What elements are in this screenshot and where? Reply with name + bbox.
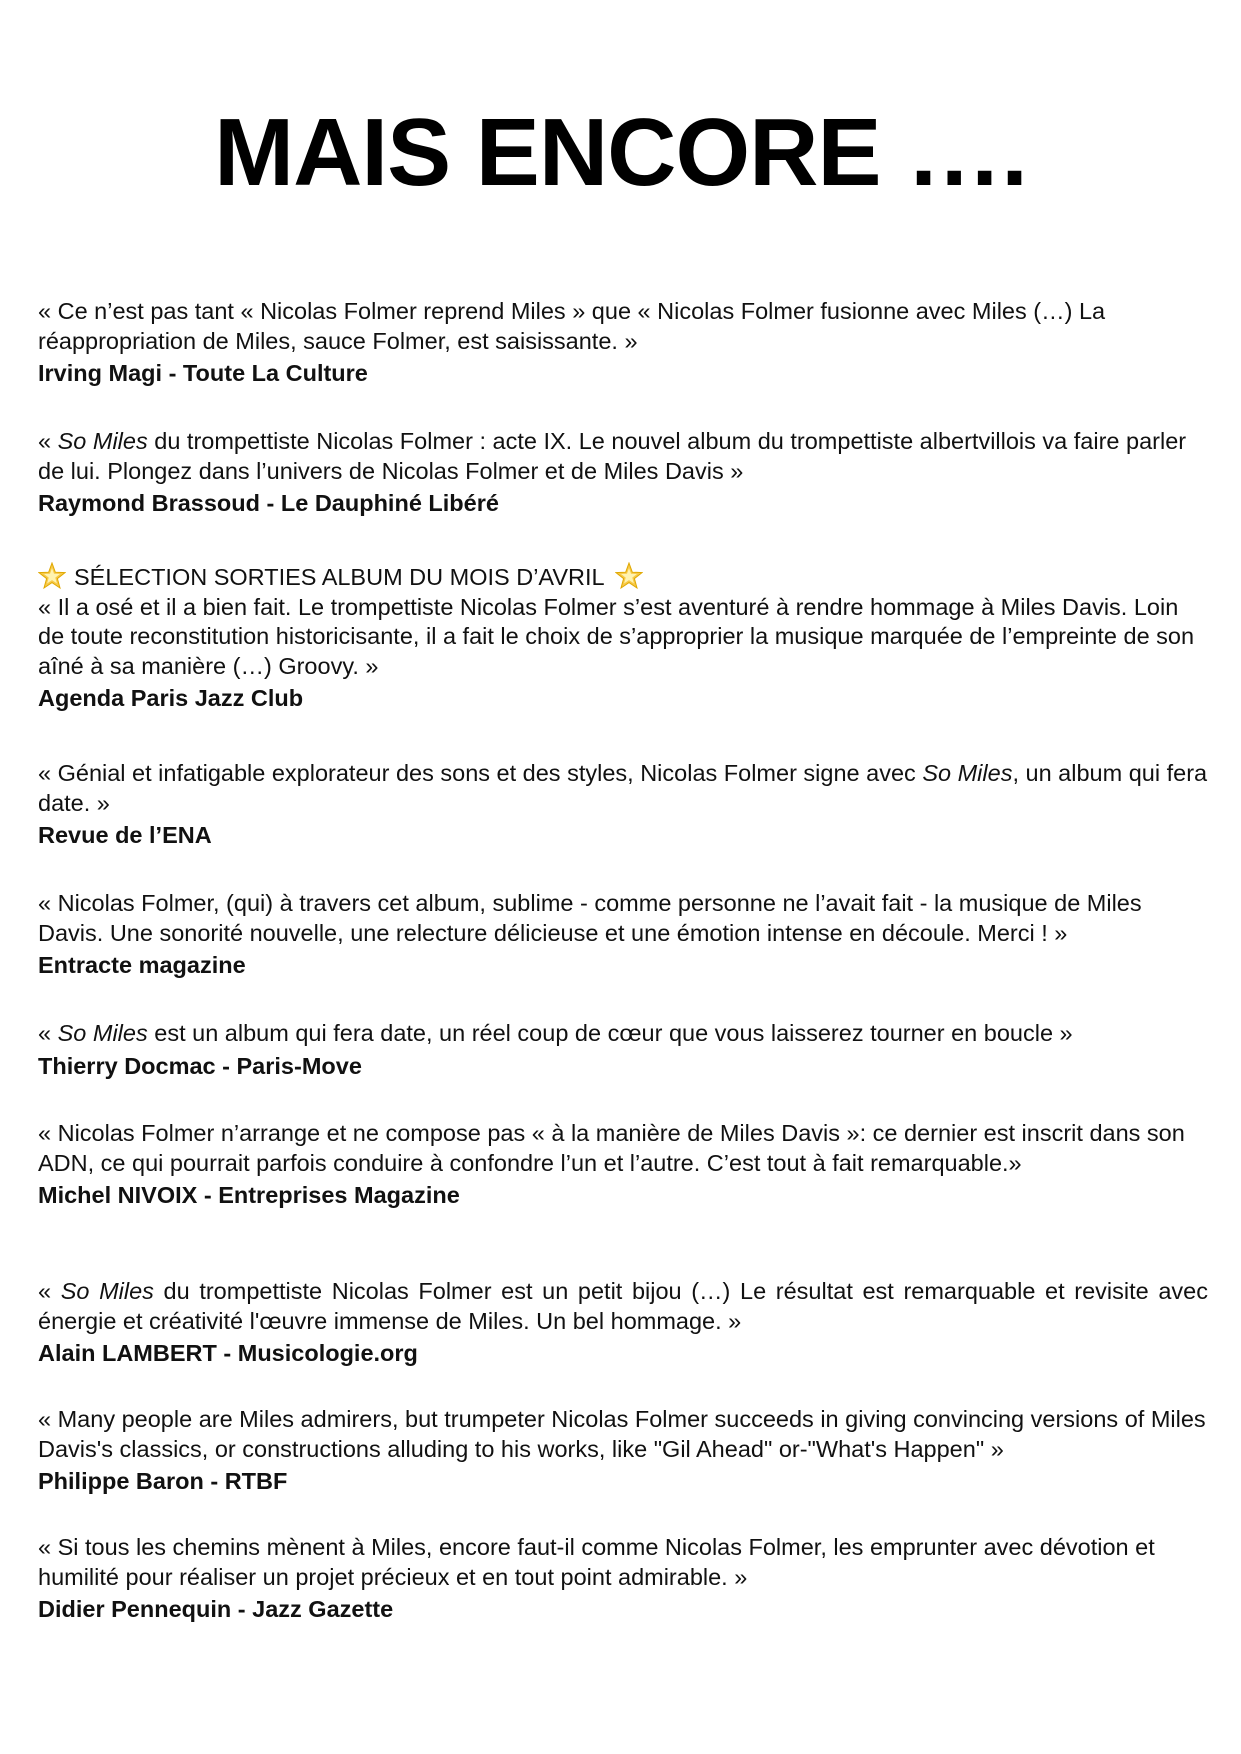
review-item bbox=[38, 759, 1208, 850]
review-quote: « So Miles est un album qui fera date, un réel coup de cœur que vous laisserez tourner en boucle » bbox=[38, 1020, 1073, 1046]
review-quote: « Ce n’est pas tant « Nicolas Folmer reprend Miles » que « Nicolas Folmer fusionne avec Miles (…) La réappropriation de Miles, sauce Folmer, est saisissante. » bbox=[38, 298, 1106, 354]
review-source: Agenda Paris Jazz Club bbox=[38, 685, 304, 711]
album-title: So Miles bbox=[922, 760, 1013, 786]
review-item bbox=[38, 1533, 1208, 1624]
review-item bbox=[38, 1277, 1208, 1368]
review-item bbox=[38, 1405, 1208, 1496]
page-title: MAIS ENCORE …. bbox=[214, 99, 1027, 206]
review-source: Michel NIVOIX - Entreprises Magazine bbox=[38, 1182, 460, 1208]
glowing-star-icon bbox=[615, 562, 643, 590]
album-title: So Miles bbox=[57, 1020, 148, 1046]
review-quote: « Il a osé et il a bien fait. Le trompettiste Nicolas Folmer s’est aventuré à rendre hommage à Miles Davis. Loin de toute reconstitution historicisante, il a fait le choix de s’approprier la musique marquée de l’empreinte de son aîné à sa manière (…) Groovy. » bbox=[38, 593, 1195, 679]
review-quote: « Si tous les chemins mènent à Miles, encore faut-il comme Nicolas Folmer, les emprunter avec dévotion et humilité pour réaliser un projet précieux et en tout point admirable. » bbox=[38, 1534, 1155, 1590]
review-item bbox=[38, 1119, 1208, 1210]
review-item bbox=[38, 562, 1208, 713]
review-source: Irving Magi - Toute La Culture bbox=[38, 360, 368, 386]
review-item bbox=[38, 297, 1208, 388]
album-title: So Miles bbox=[60, 1278, 154, 1304]
album-title: So Miles bbox=[57, 428, 148, 454]
heading-text: SÉLECTION SORTIES ALBUM DU MOIS D’AVRIL bbox=[74, 564, 605, 590]
review-item bbox=[38, 427, 1208, 518]
review-quote: « So Miles du trompettiste Nicolas Folmer est un petit bijou (…) Le résultat est remarquable et revisite avec énergie et créativité l'œuvre immense de Miles. Un bel hommage. » bbox=[38, 1278, 1208, 1334]
review-source: Raymond Brassoud - Le Dauphiné Libéré bbox=[38, 490, 499, 516]
review-quote: « Nicolas Folmer n’arrange et ne compose pas « à la manière de Miles Davis »: ce dernier est inscrit dans son ADN, ce qui pourrait parfois conduire à confondre l’un et l’autre. C’est tout à fait remarquable.» bbox=[38, 1120, 1185, 1176]
review-source: Entracte magazine bbox=[38, 952, 246, 978]
review-source: Alain LAMBERT - Musicologie.org bbox=[38, 1340, 418, 1366]
review-quote: « So Miles du trompettiste Nicolas Folmer : acte IX. Le nouvel album du trompettiste albertvillois va faire parler de lui. Plongez dans l’univers de Nicolas Folmer et de Miles Davis » bbox=[38, 428, 1187, 484]
review-source: Didier Pennequin - Jazz Gazette bbox=[38, 1596, 394, 1622]
review-source: Philippe Baron - RTBF bbox=[38, 1468, 288, 1494]
review-item bbox=[38, 1019, 1208, 1081]
review-heading bbox=[38, 562, 1208, 593]
review-quote: « Génial et infatigable explorateur des sons et des styles, Nicolas Folmer signe avec So Miles, un album qui fera date. » bbox=[38, 760, 1208, 816]
review-item bbox=[38, 889, 1208, 980]
glowing-star-icon bbox=[38, 562, 66, 590]
review-source: Revue de l’ENA bbox=[38, 822, 212, 848]
review-source: Thierry Docmac - Paris-Move bbox=[38, 1052, 362, 1079]
review-quote: « Nicolas Folmer, (qui) à travers cet album, sublime - comme personne ne l’avait fait - la musique de Miles Davis. Une sonorité nouvelle, une relecture délicieuse et une émotion intense en découle. Merci ! » bbox=[38, 890, 1142, 946]
review-quote: « Many people are Miles admirers, but trumpeter Nicolas Folmer succeeds in giving convincing versions of Miles Davis's classics, or constructions alluding to his works, like "Gil Ahead" or-"What's Happen" » bbox=[38, 1406, 1206, 1462]
